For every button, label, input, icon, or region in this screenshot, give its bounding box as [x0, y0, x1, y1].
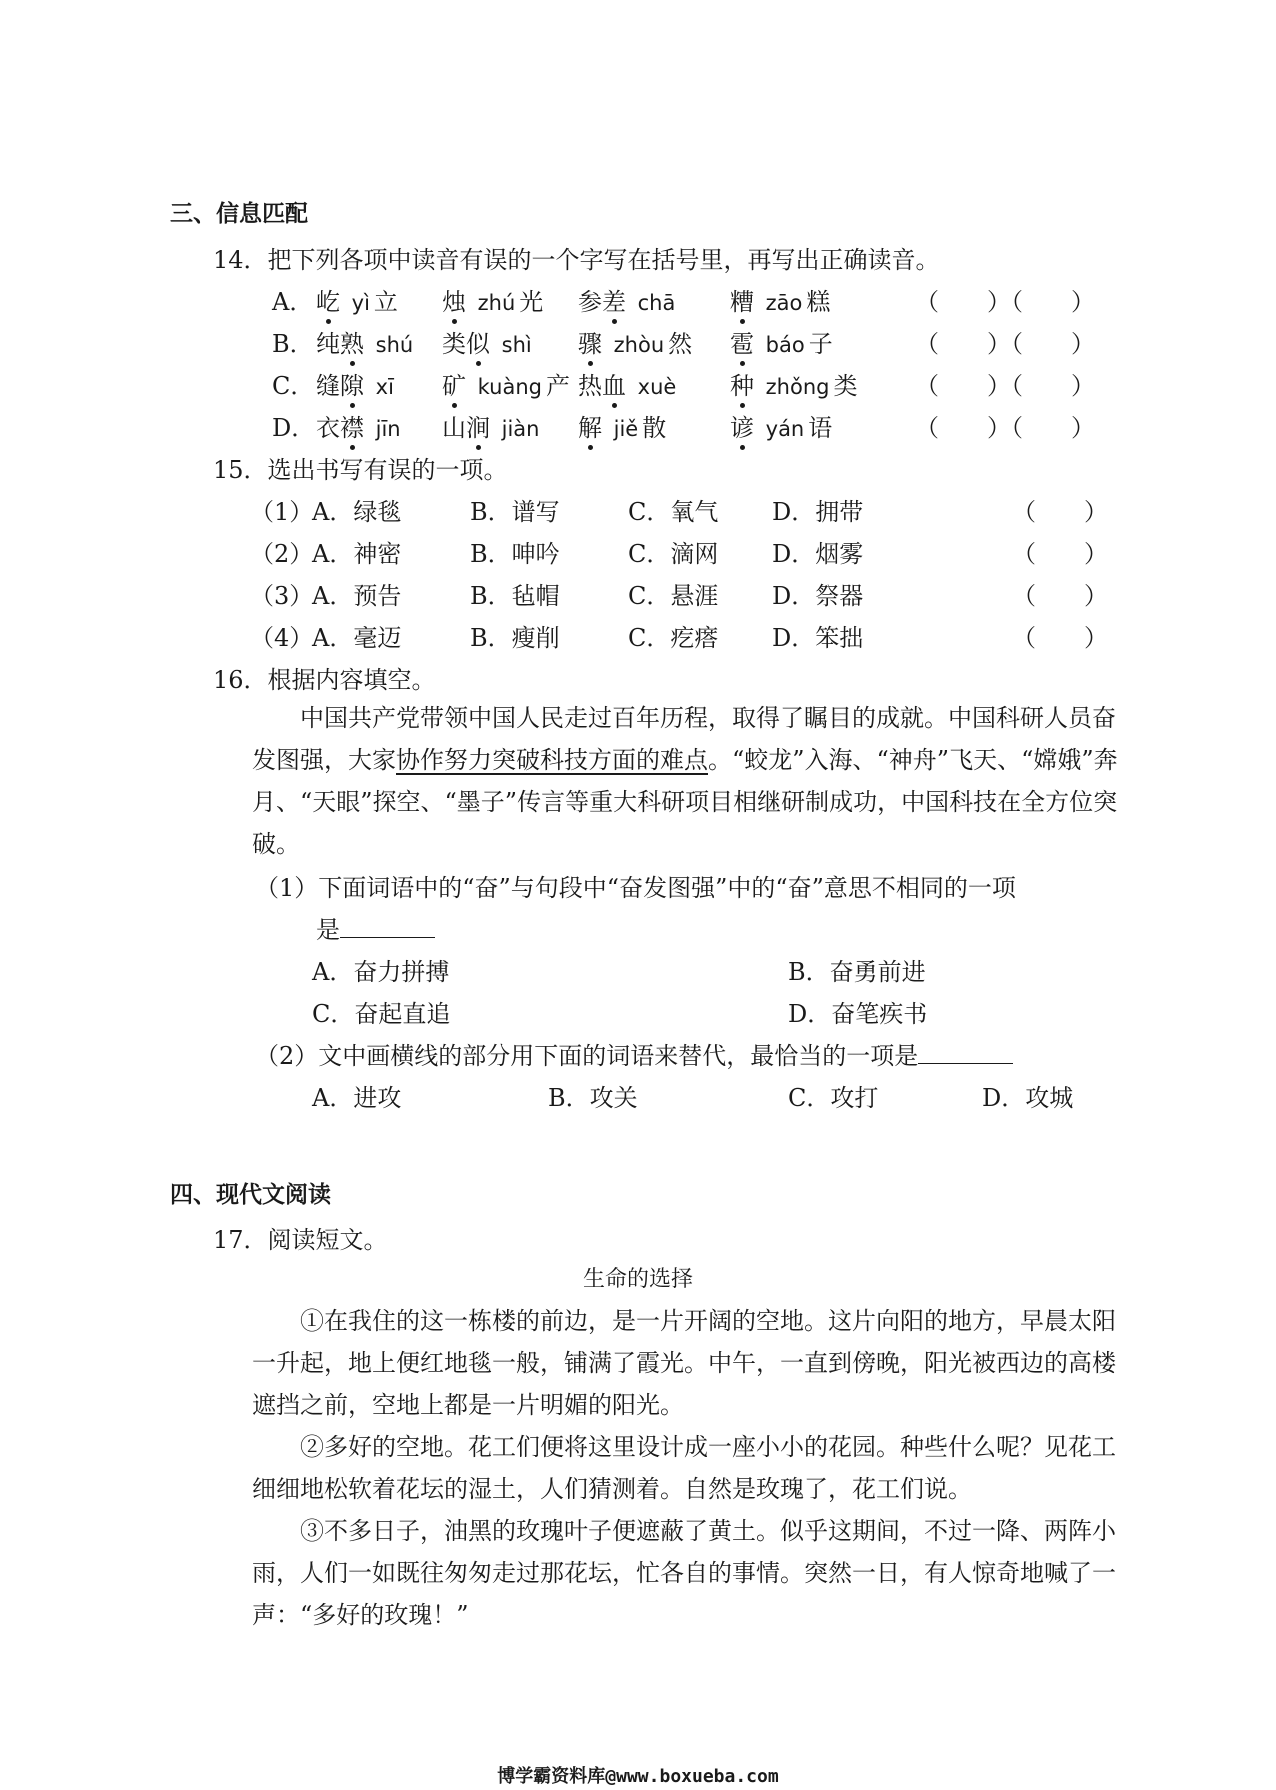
pinyin: zhú — [477, 291, 516, 315]
emphasis-dotted-char: 血 — [602, 366, 626, 401]
q14-word: 参差 chā — [578, 282, 679, 317]
underlined-phrase: 协作努力突破科技方面的难点 — [396, 746, 708, 774]
footer-watermark: 博学霸资料库@www.boxueba.com — [497, 1766, 779, 1787]
q15-cell-a: A．绿毯 — [312, 498, 402, 526]
q15-cell-b: B．谱写 — [470, 498, 560, 526]
q15-cell-a: A．毫迈 — [312, 624, 402, 652]
q15-cell-b: B．毡帽 — [470, 582, 560, 610]
q15-cell-c: C．滴网 — [628, 540, 719, 568]
q16-sub1-opt-a: A．奋力拼搏 — [312, 958, 450, 986]
q14-word: 缝隙 xī — [316, 366, 398, 401]
q14-word: 热血 xuè — [578, 366, 680, 401]
emphasis-dotted-char: 骤 — [578, 324, 602, 359]
q15-cell-b: B．呻吟 — [470, 540, 560, 568]
pinyin: yán — [765, 417, 805, 441]
q14-word: 山涧 jiàn — [442, 408, 544, 443]
section-title-3: 三、信息匹配 — [170, 201, 308, 227]
emphasis-dotted-char: 烛 — [442, 282, 466, 317]
q14-word: 屹 yì 立 — [316, 282, 398, 317]
q14-word: 谚 yán 语 — [730, 408, 832, 443]
q14-option-label: D． — [272, 414, 316, 442]
q17-stem: 17．阅读短文。 — [213, 1226, 388, 1254]
emphasis-dotted-char: 隙 — [340, 366, 364, 401]
q15-cell-c: C．疙瘩 — [628, 624, 719, 652]
q16-sub1-opt-c: C．奋起直追 — [312, 1000, 451, 1028]
q15-cell-a: A．预告 — [312, 582, 402, 610]
q16-passage: 中国共产党带领中国人民走过百年历程，取得了瞩目的成就。中国科研人员奋发图强，大家协作努力突破科技方面的难点。“蛟龙”入海、“神舟”飞天、“嫦娥”奔月、“天眼”探空、“墨子”传言等重大科研项目相继研制成功，中国科技在全方位突破。 — [252, 704, 1118, 858]
pinyin: báo — [765, 333, 805, 357]
section-title-4: 四、现代文阅读 — [170, 1182, 331, 1208]
q15-cell-num: （4） — [250, 624, 314, 652]
pinyin: zhǒng — [765, 375, 830, 399]
answer-parentheses[interactable]: （ ）（ ） — [915, 414, 1095, 442]
q16-sub1-stem: （1）下面词语中的“奋”与句段中“奋发图强”中的“奋”意思不相同的一项 — [255, 874, 1016, 902]
q14-word: 烛 zhú 光 — [442, 282, 543, 317]
emphasis-dotted-char: 涧 — [466, 408, 490, 443]
passage-title: 生命的选择 — [582, 1267, 693, 1292]
passage-paragraph-1: ①在我住的这一栋楼的前边，是一片开阔的空地。这片向阳的地方，早晨太阳一升起，地上便红地毯一般，铺满了霞光。中午，一直到傍晚，阳光被西边的高楼遮挡之前，空地上都是一片明媚的阳光。 — [252, 1307, 1116, 1419]
emphasis-dotted-char: 种 — [730, 366, 754, 401]
emphasis-dotted-char: 矿 — [442, 366, 466, 401]
q16-sub2-opt-a: A．进攻 — [312, 1084, 402, 1112]
q14-option-label: C． — [272, 372, 315, 400]
q14-word: 骤 zhòu 然 — [578, 324, 692, 359]
answer-parentheses[interactable]: （ ） — [1012, 540, 1108, 568]
pinyin: yì — [351, 291, 370, 315]
pinyin: zhòu — [613, 333, 665, 357]
q14-word: 解 jiě 散 — [578, 408, 666, 443]
emphasis-dotted-char: 雹 — [730, 324, 754, 359]
q14-option-label: B． — [272, 330, 314, 358]
q16-sub2-opt-b: B．攻关 — [548, 1084, 638, 1112]
q16-stem: 16．根据内容填空。 — [213, 666, 436, 694]
q16-sub1-opt-b: B．奋勇前进 — [788, 958, 926, 986]
answer-parentheses[interactable]: （ ） — [1012, 624, 1108, 652]
emphasis-dotted-char: 糟 — [730, 282, 754, 317]
q14-word: 雹 báo 子 — [730, 324, 833, 359]
q15-cell-d: D．拥带 — [772, 498, 864, 526]
answer-blank[interactable] — [340, 915, 435, 938]
q15-cell-num: （3） — [250, 582, 314, 610]
q15-cell-num: （2） — [250, 540, 314, 568]
answer-parentheses[interactable]: （ ） — [1012, 582, 1108, 610]
q14-word: 种 zhǒng 类 — [730, 366, 857, 401]
q15-cell-c: C．悬涯 — [628, 582, 719, 610]
pinyin: jiàn — [501, 417, 540, 441]
emphasis-dotted-char: 差 — [602, 282, 626, 317]
emphasis-dotted-char: 似 — [466, 324, 490, 359]
q15-cell-d: D．祭器 — [772, 582, 864, 610]
emphasis-dotted-char: 襟 — [340, 408, 364, 443]
q15-cell-b: B．瘦削 — [470, 624, 560, 652]
emphasis-dotted-char: 屹 — [316, 282, 340, 317]
q15-cell-c: C．氧气 — [628, 498, 719, 526]
q14-stem: 14．把下列各项中读音有误的一个字写在括号里，再写出正确读音。 — [213, 246, 940, 274]
emphasis-dotted-char: 熟 — [340, 324, 364, 359]
q14-word: 糟 zāo 糕 — [730, 282, 830, 317]
q14-word: 类似 shì — [442, 324, 536, 359]
q14-option-label: A． — [272, 288, 314, 316]
q14-word: 纯熟 shú — [316, 324, 417, 359]
emphasis-dotted-char: 谚 — [730, 408, 754, 443]
pinyin: jiě — [613, 417, 639, 441]
q15-cell-a: A．神密 — [312, 540, 402, 568]
answer-parentheses[interactable]: （ ） — [1012, 498, 1108, 526]
q15-stem: 15．选出书写有误的一项。 — [213, 456, 508, 484]
passage-paragraph-2: ②多好的空地。花工们便将这里设计成一座小小的花园。种些什么呢？见花工细细地松软着花坛的湿土，人们猜测着。自然是玫瑰了，花工们说。 — [252, 1433, 1116, 1503]
q15-cell-d: D．烟雾 — [772, 540, 864, 568]
q16-sub2-opt-d: D．攻城 — [982, 1084, 1074, 1112]
answer-parentheses[interactable]: （ ）（ ） — [915, 330, 1095, 358]
pinyin: kuàng — [477, 375, 542, 399]
q16-sub2-opt-c: C．攻打 — [788, 1084, 879, 1112]
pinyin: zāo — [765, 291, 803, 315]
q16-sub1-cont: 是 — [316, 910, 435, 945]
pinyin: xuè — [637, 375, 677, 399]
q14-word: 矿 kuàng 产 — [442, 366, 570, 401]
q14-word: 衣襟 jīn — [316, 408, 405, 443]
pinyin: shì — [501, 333, 532, 357]
q15-cell-d: D．笨拙 — [772, 624, 864, 652]
emphasis-dotted-char: 解 — [578, 408, 602, 443]
q16-sub2-stem: （2）文中画横线的部分用下面的词语来替代，最恰当的一项是 — [255, 1036, 1013, 1071]
answer-blank[interactable] — [918, 1041, 1013, 1064]
pinyin: chā — [637, 291, 676, 315]
answer-parentheses[interactable]: （ ）（ ） — [915, 288, 1095, 316]
q16-sub1-opt-d: D．奋笔疾书 — [788, 1000, 928, 1028]
pinyin: xī — [375, 375, 394, 399]
answer-parentheses[interactable]: （ ）（ ） — [915, 372, 1095, 400]
pinyin: shú — [375, 333, 414, 357]
q15-cell-num: （1） — [250, 498, 314, 526]
pinyin: jīn — [375, 417, 401, 441]
passage-paragraph-3: ③不多日子，油黑的玫瑰叶子便遮蔽了黄土。似乎这期间，不过一降、两阵小雨，人们一如既往匆匆走过那花坛，忙各自的事情。突然一日，有人惊奇地喊了一声：“多好的玫瑰！” — [252, 1517, 1116, 1629]
